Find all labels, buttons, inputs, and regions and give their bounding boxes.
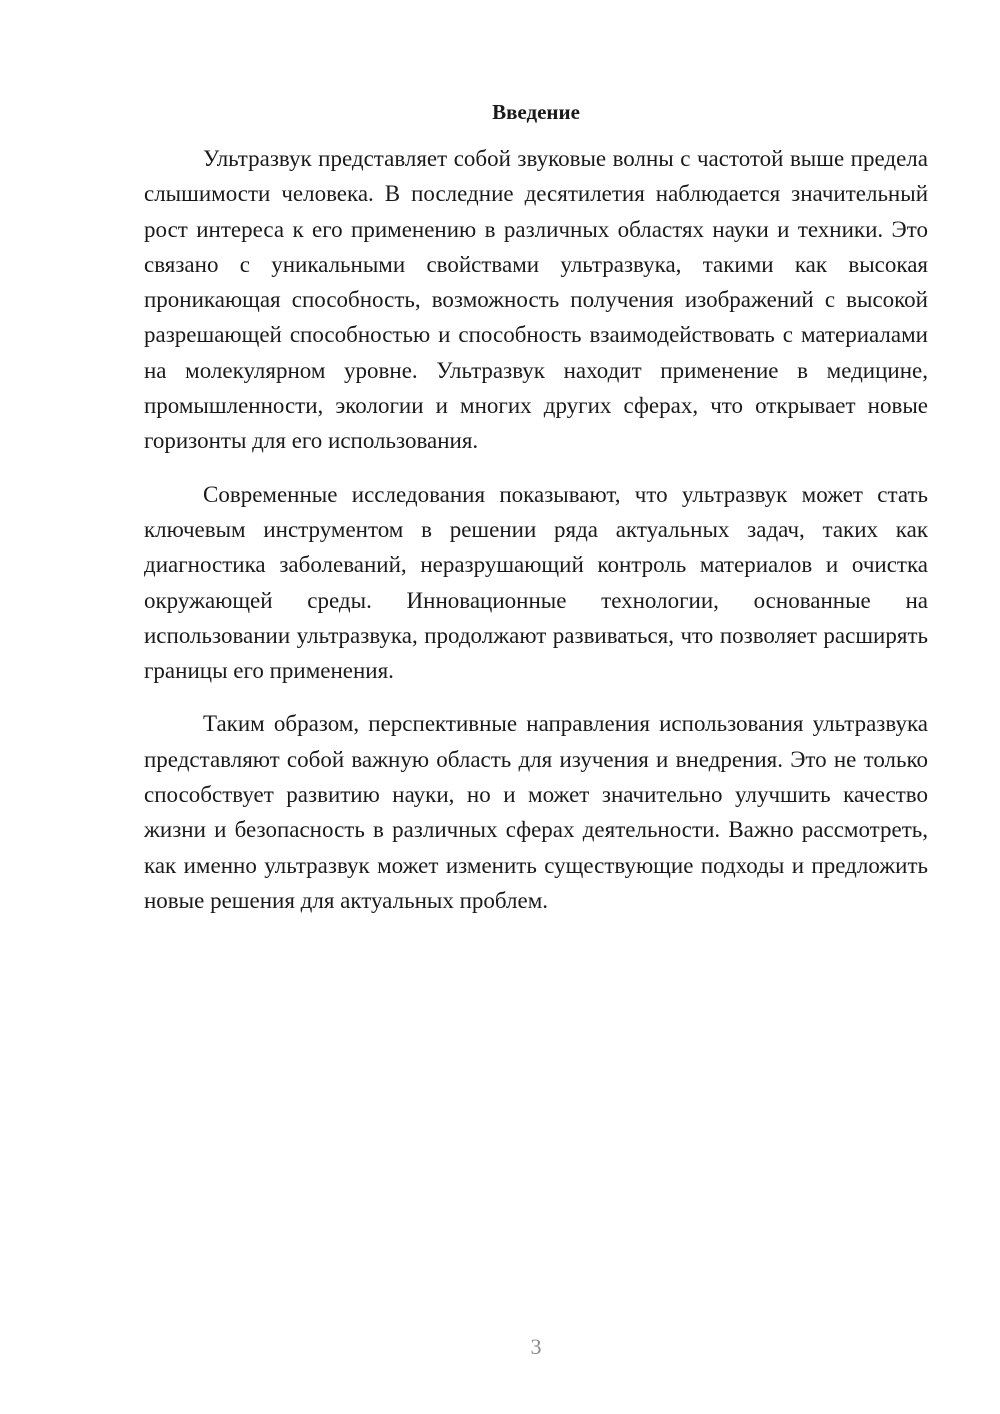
section-title: Введение — [492, 100, 580, 124]
body-text — [144, 141, 928, 936]
paragraph-3: Таким образом, перспективные направления использования ультразвука представляют собой важную область для изучения и внедрения. Это не только способствует развитию науки, но и может значительно улучшить качество жизни и безопасность в различных сферах деятельности. Важно рассмотреть, как именно ультразвук может изменить существующие подходы и предложить новые решения для актуальных проблем. — [144, 711, 928, 913]
page-number: 3 — [530, 1334, 542, 1359]
paragraph-2: Современные исследования показывают, что ультразвук может стать ключевым инструментом в решении ряда актуальных задач, таких как диагностика заболеваний, неразрушающий контроль материалов и очистка окружающей среды. Инновационные технологии, основанные на использовании ультразвука, продолжают развиваться, что позволяет расширять границы его применения. — [144, 481, 928, 684]
paragraph-1: Ультразвук представляет собой звуковые волны с частотой выше предела слышимости человека. В последние десятилетия наблюдается значительный рост интереса к его применению в различных областях науки и техники. Это связано с уникальными свойствами ультразвука, такими как высокая проникающая способность, возможность получения изображений с высокой разрешающей способностью и способность взаимодействовать с материалами на молекулярном уровне. Ультразвук находит применение в медицине, промышленности, экологии и многих других сферах, что открывает новые горизонты для его использования. — [144, 146, 928, 454]
